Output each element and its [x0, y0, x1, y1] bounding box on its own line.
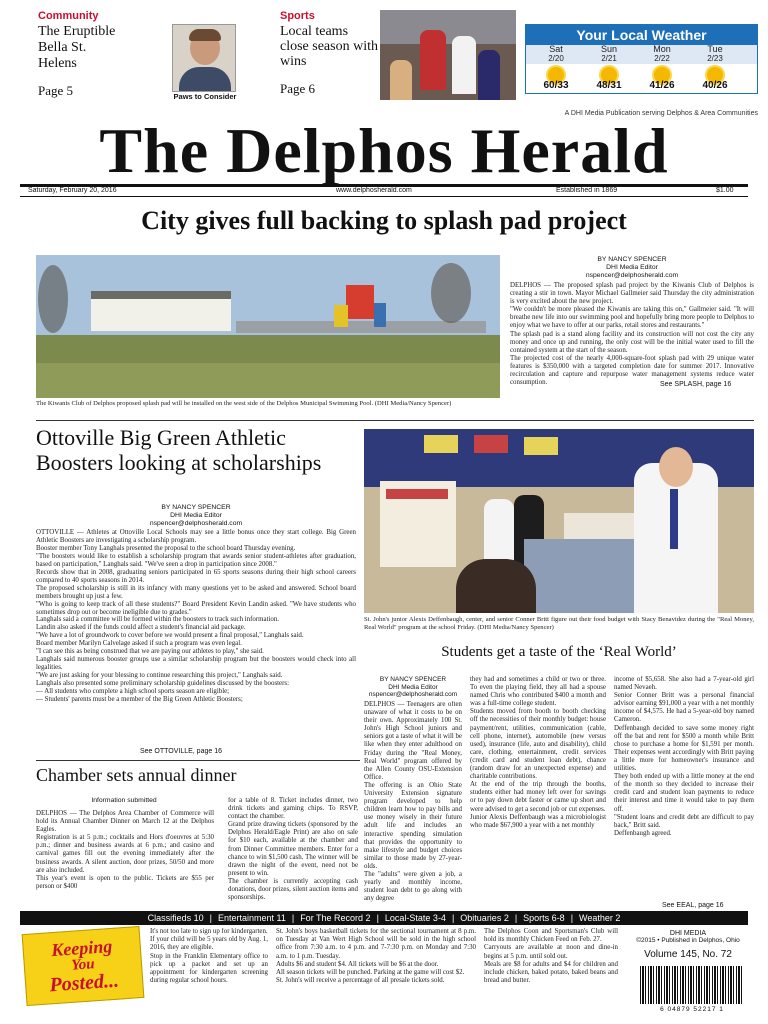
- sports-headline: Local teams close season with wins: [280, 24, 378, 69]
- posted-col1: It's not too late to sign up for kindergarten. If your child will be 5 years old by Aug. 1, 2016, they are eligible. Stop in the Franklin Elementary office to pick up a packet and set up an appointment for kindergarten screening during regular school hours.: [150, 928, 268, 985]
- posted-col3: The Delphos Coon and Sportsman's Club will hold its monthly Chicken Feed on Feb. 27. Carryouts are available at noon and dine-in begins at 5 p.m. until sold out. Meals are $8 for adults and $4 for children and include chicken, baked potato, baked beans and bread and butter.: [484, 928, 618, 985]
- lead-jump[interactable]: See SPLASH, page 16: [660, 381, 732, 388]
- weather-temps: 40/26: [702, 80, 728, 91]
- boosters-email: nspencer@delphosherald.com: [149, 519, 243, 527]
- weather-temps: 60/33: [543, 80, 569, 91]
- publisher-name: DHI MEDIA: [669, 930, 707, 937]
- real-world-col3: income of $5,658. She also had a 7-year-old girl named Nevaeh. Senior Conner Britt was a personal financial advisor earning $91,000 a year with a net monthly income of $4,575. He had a 5-year-old boy named Cameron. Deffenbaugh decided to save some money right off the bat and rent for $500 a month while Britt chose to purchase a home for $1,591 per month. Their expenses went accordingly with Britt paying a little more for homeowner's insurance and utilities. They both ended up with a little money at the end of the month so they decided to increase their credit card and student loan payments to reduce their interest and time it would take to pay them off. "Student loans and credit debt are difficult to pay back," Britt said. Deffenbaugh agreed.: [614, 676, 754, 837]
- weather-day-name: Tue: [707, 44, 723, 54]
- price-label: $1.00: [716, 187, 734, 194]
- weather-day: [637, 44, 687, 83]
- weather-title: Your Local Weather: [526, 25, 757, 45]
- lead-email: nspencer@delphosherald.com: [585, 272, 679, 279]
- weather-day-name: Sun: [600, 44, 617, 54]
- boosters-body: OTTOVILLE — Athletes at Ottoville Local Schools may see a little bonus once they start college. Big Green Athletic Boosters are investigating a scholarship program. Booster member Tony Langhals presented the proposal to the school board Thursday evening. "The boosters would like to establish a scholarship program that awards senior student-athletes after graduation, based on participation," Langhals said. "We've seen a drop in participation since 2008." Records show that in 2008, graduating seniors participated in 65 sports seasons during their high school careers compared to 40 sports seasons in 2014. The proposed scholarship is still in its infancy with many questions yet to be asked and answered. School board members brought up just a few. "Who is going to keep track of all these students?" Board President Kevin Landin asked. "We have students who sometimes drop out or become ineligible due to grades." Langhals said a committee will be formed within the boosters to track such information. Landin also asked if the funds could affect a student's financial aid package. "We have a lot of groundwork to cover before we would present a final proposal," Langhals said. Board member Marilyn Calvelage asked if such a program was even legal. "I can see this as being construed that we are paying our athletes to play," she said. Langhals said numerous booster groups use a similar scholarship program but the boosters would check into all legalities. "We are just asking for your blessing to continue researching this project," Langhals said. Langhals also presented some preliminary scholarship guidelines discussed by the boosters: — All students who complete a high school sports season are eligible; — Students' parents must be a member of the Big Green Athletic Boosters;: [36, 529, 356, 704]
- real-world-col1: DELPHOS — Teenagers are often unaware of what it costs to be on their own. Approximately 100 St. John's High School juniors and seniors got a taste of what it will be like when they enter adulthood on Friday during the "Real Money, Real World" program offered by the Allen County OSU-Extension Office. The offering is an Ohio State University Extension signature program developed to help children learn how to pay bills and use money wisely in their future adult life and includes an interactive spending simulation that provides the opportunity to make lifestyle and budget choices similar to those made by 27-year-olds. The "adults" were given a job, a yearly and monthly income, student loan debt to go along with any degree: [364, 701, 462, 903]
- real-world-email: nspencer@delphosherald.com: [368, 691, 458, 698]
- weather-date: 2/22: [654, 54, 670, 63]
- community-teaser[interactable]: [38, 10, 163, 99]
- index-item-sports[interactable]: Sports 6-8: [523, 913, 565, 923]
- posted-col2: St. John's boys basketball tickets for the sectional tournament at 8 p.m. on Tuesday at Van Wert High School will be sold in the high school office from 7:30 a.m. to 4 p.m. and 7-7:30 p.m. on Monday and 7:30 a.m. to 1 p.m. Tuesday. Adults $6 and student $4. All tickets will be $6 at the door. All season tickets will be punched. Parking at the game will cost $2. St. John's will receive a percentage of all presale tickets sold.: [276, 928, 476, 985]
- real-world-byline-block: [364, 676, 462, 699]
- sports-section-label: Sports: [280, 10, 315, 22]
- lead-body: DELPHOS — The proposed splash pad project by the Kiwanis Club of Delphos is creating a stir in town. Mayor Michael Gallmeier said Thursday the city administration is very excited about the new project. "We couldn't be more pleased the Kiwanis are taking this on," Gallmeier said. "It will breathe new life into our swimming pool and hopefully bring more people to Delphos to enjoy what we have to offer at our parks, retail stores and restaurants." The splash pad is a stand along facility and its construction will not cost the city any money and once up and running, the only cost will be the initial water used to fill the contained system at the start of the season. The projected cost of the nearly 4,000-square-foot splash pad with 29 unique water features is $350,000 with a targeted completion date for summer 2017. Innovative recirculation and capture and repurpose water management systems reduce water consumption.: [510, 282, 754, 386]
- boosters-byline: BY NANCY SPENCER: [161, 504, 231, 511]
- real-world-photo: [364, 429, 754, 613]
- real-world-caption: St. John's junior Alexis Deffenbaugh, center, and senior Conner Britt figure out their food budget with Stacy Benavidez during the "Real Money, Real World" program at the school Friday. (DHI Media/Nancy Spencer): [364, 616, 754, 631]
- index-bar: Classifieds 10 | Entertainment 11 | For The Record 2 | Local-State 3-4 | Obituaries 2 | Sports 6-8 | Weather 2: [20, 911, 748, 925]
- index-item-classifieds[interactable]: Classifieds 10: [147, 913, 204, 923]
- real-world-byline: BY NANCY SPENCER: [379, 676, 447, 683]
- lead-photo-caption: The Kiwanis Club of Delphos proposed splash pad will be installed on the west side of the Delphos Municipal Swimming Pool. (DHI Media/Nancy Spencer): [36, 400, 452, 407]
- real-world-jump[interactable]: See EEAL, page 16: [662, 902, 724, 909]
- real-world-role: DHI Media Editor: [388, 683, 438, 691]
- sports-photo: [380, 10, 516, 100]
- issue-date: Saturday, February 20, 2016: [28, 187, 117, 194]
- sports-page: Page 6: [280, 81, 316, 96]
- copyright: ©2015 • Published in Delphos, Ohio: [636, 937, 740, 944]
- lead-byline-block: [510, 256, 754, 280]
- index-item-weather[interactable]: Weather 2: [579, 913, 621, 923]
- barcode: [640, 966, 744, 1004]
- sports-teaser[interactable]: [280, 10, 380, 97]
- logo-text: Posted...: [48, 969, 120, 997]
- chamber-source: Information submitted: [91, 797, 157, 804]
- weather-date: 2/23: [707, 54, 723, 63]
- index-item-entertainment[interactable]: Entertainment 11: [217, 913, 286, 923]
- masthead-tagline: A DHI Media Publication serving Delphos & Area Communities: [564, 110, 758, 117]
- community-section-label: Community: [38, 10, 99, 22]
- index-item-for-the-record[interactable]: For The Record 2: [300, 913, 371, 923]
- boosters-headline[interactable]: Ottoville Big Green Athletic Boosters looking at scholarships: [36, 425, 322, 475]
- masthead-rule: [20, 196, 748, 197]
- weather-day: [690, 44, 740, 83]
- barcode-number: 6 04879 52217 1: [660, 1006, 724, 1013]
- lead-headline[interactable]: City gives full backing to splash pad project: [141, 206, 627, 235]
- weather-day: [584, 44, 634, 83]
- weather-day: [531, 44, 581, 83]
- established-label: Established in 1869: [556, 187, 618, 194]
- section-rule: [36, 420, 754, 421]
- weather-day-name: Sat: [549, 44, 563, 54]
- publisher-info: [626, 930, 750, 960]
- chamber-col1: DELPHOS — The Delphos Area Chamber of Commerce will hold its Annual Chamber Dinner on March 12 at the Delphos Eagles. Registration is at 5 p.m.; cocktails and Hors d'oeuvres at 5:30 p.m.; dinner and business awards at 6 p.m.; and casino and carnival games fill out the evening immediately after the business awards. A silent auction, door prizes, 50/50 and more are also included. This year's event is open to the public. Tickets are $55 per person or $400: [36, 810, 214, 890]
- index-item-obituaries[interactable]: Obituaries 2: [460, 913, 509, 923]
- section-rule: [36, 760, 360, 761]
- volume-label: Volume 145, No. 72: [644, 949, 732, 960]
- community-page: Page 5: [38, 83, 74, 98]
- real-world-col2: they had and sometimes a child or two or three. To even the playing field, they all had a spouse named Chris who contributed $400 a month and was a full-time college student. Students moved from booth to booth checking off the necessities of their monthly budget: house payment/rent, utilities, communication (cable, cell phone, internet), automobile (new versus used), insurance (life, auto and disability), child care, clothing, entertainment, credit services (credit card and student loan debt), chance (random draw for an unexpected expense) and charitable contributions. At the end of the trip through the booths, students either had money left over for savings or to pay down debt faster or came up short and were advised to get a second job or cut expenses. Junior Alexis Deffenbaugh was a microbiologist who made $67,900 a year with a net monthly: [470, 676, 606, 829]
- chamber-col2: for a table of 8. Ticket includes dinner, two drink tickets and gaming chips. To RSVP, contact the chamber. Grand prize drawing tickets (sponsored by the Delphos Herald/Eagle Print) are also on sale for $10 each, available at the chamber and from Dinner Committee members. Enter for a chance to win $1,500 cash. The winner will be drawn the night of the event, need not be present to win. The chamber is currently accepting cash donations, door prizes, silent auction items and sponsorships.: [228, 797, 358, 902]
- logo-text: Keeping: [50, 935, 113, 961]
- community-headline: The Eruptible Bella St. Helens: [38, 24, 116, 71]
- columnist-photo: [172, 24, 236, 92]
- splash-pad-photo: [36, 255, 500, 398]
- columnist-caption[interactable]: Paws to Consider: [173, 92, 237, 101]
- boosters-byline-block: [36, 504, 356, 527]
- lead-byline: BY NANCY SPENCER: [597, 256, 667, 263]
- weather-day-name: Mon: [653, 44, 671, 54]
- chamber-headline[interactable]: Chamber sets annual dinner: [36, 765, 237, 785]
- weather-temps: 41/26: [649, 80, 675, 91]
- boosters-role: DHI Media Editor: [170, 511, 222, 519]
- logo-text: You: [70, 956, 96, 974]
- weather-date: 2/21: [601, 54, 617, 63]
- weather-date: 2/20: [548, 54, 564, 63]
- lead-role: DHI Media Editor: [606, 264, 658, 271]
- keeping-you-posted-logo: [22, 926, 145, 1006]
- weather-temps: 48/31: [596, 80, 622, 91]
- boosters-jump[interactable]: See OTTOVILLE, page 16: [140, 748, 222, 755]
- website-link[interactable]: www.delphosherald.com: [336, 187, 412, 194]
- masthead-title[interactable]: The Delphos Herald: [99, 115, 669, 186]
- index-item-local-state[interactable]: Local-State 3-4: [384, 913, 446, 923]
- real-world-headline[interactable]: Students get a taste of the ‘Real World’: [441, 644, 677, 660]
